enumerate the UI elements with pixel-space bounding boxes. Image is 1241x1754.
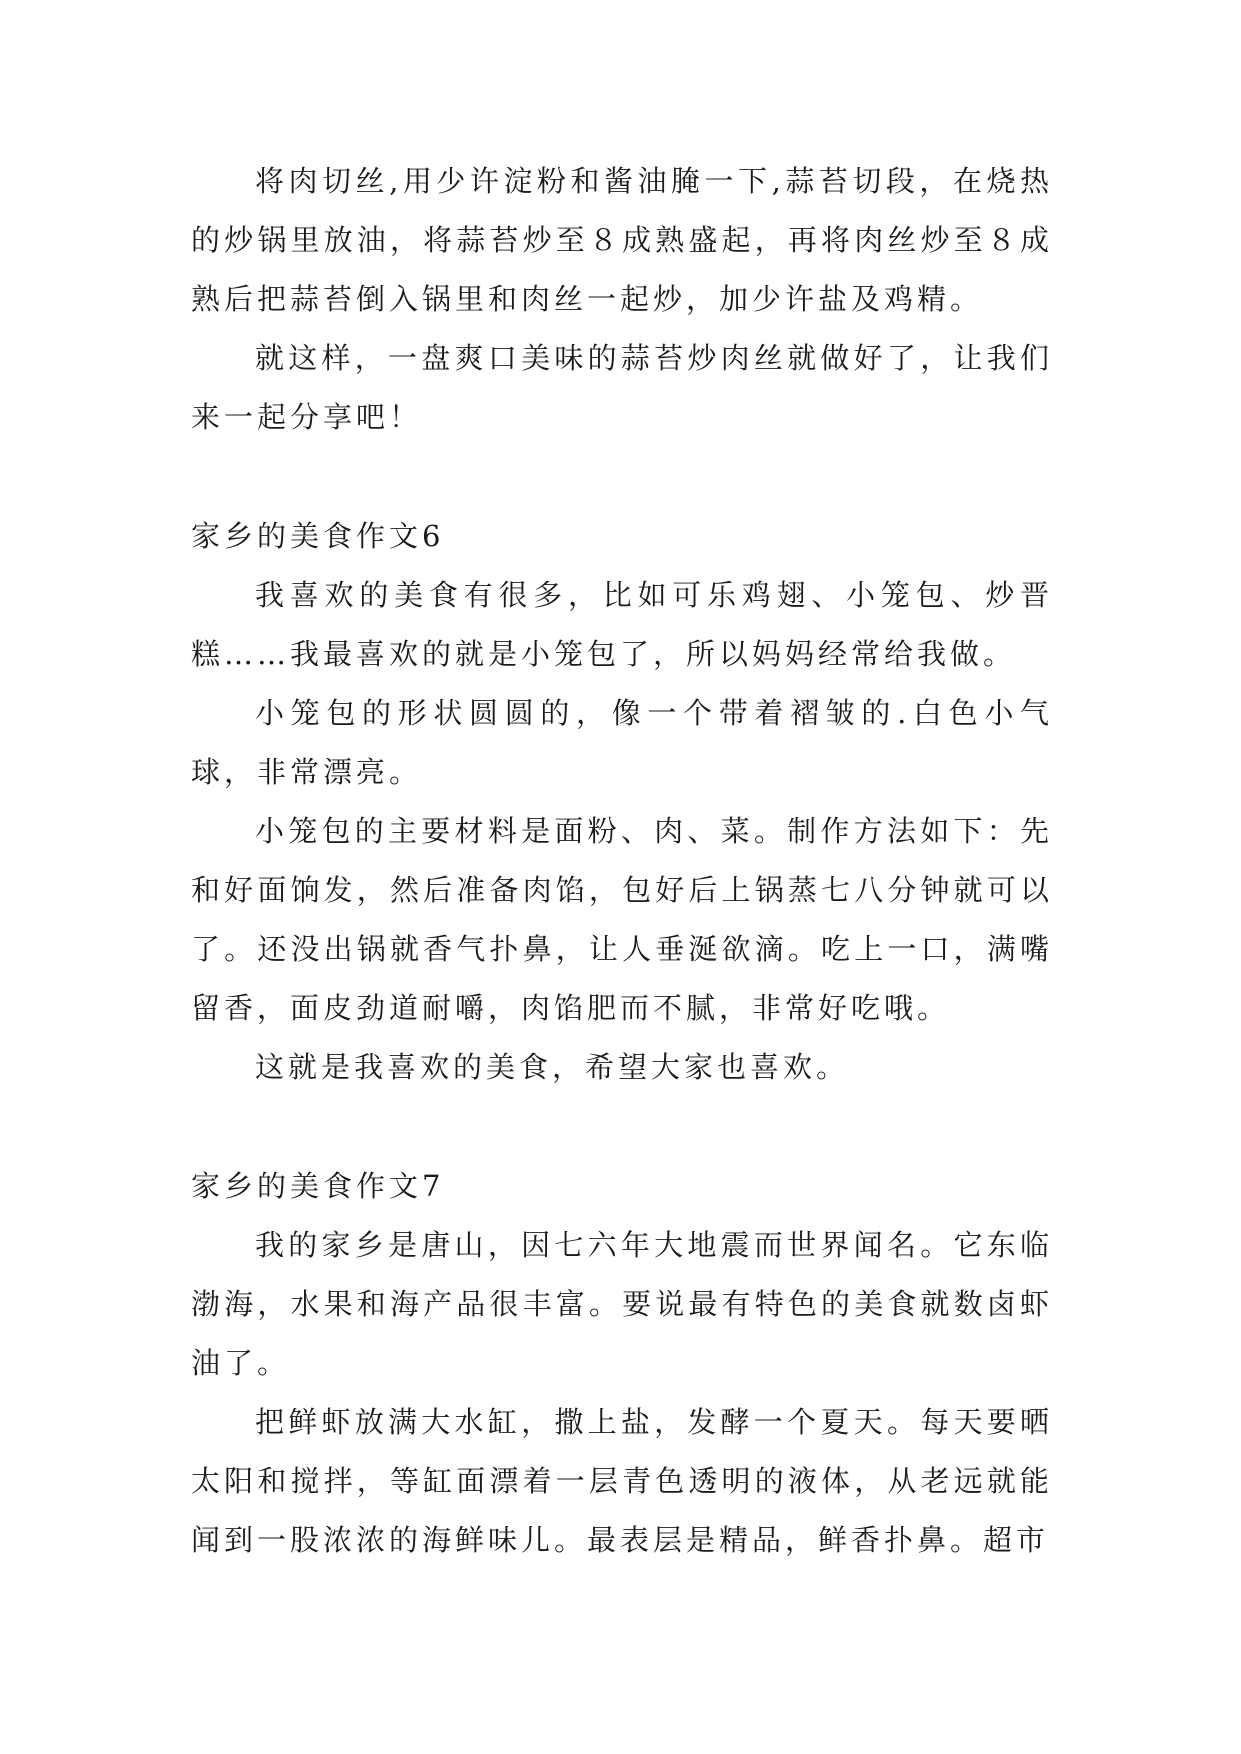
section-gap — [191, 1097, 1053, 1157]
paragraph: 小笼包的主要材料是面粉、肉、菜。制作方法如下：先和好面饷发，然后准备肉馅，包好后上锅蒸七八分钟就可以了。还没出锅就香气扑鼻，让人垂涎欲滴。吃上一口，满嘴留香，面皮劲道耐嚼，肉馅肥而不腻，非常好吃哦。 — [191, 814, 1053, 1025]
paragraph: 我喜欢的美食有很多，比如可乐鸡翅、小笼包、炒晋糕……我最喜欢的就是小笼包了，所以妈妈经常给我做。 — [191, 578, 1053, 671]
paragraph: 我的家乡是唐山，因七六年大地震而世界闻名。它东临渤海，水果和海产品很丰富。要说最有特色的美食就数卤虾油了。 — [191, 1228, 1053, 1380]
paragraph: 就这样，一盘爽口美味的蒜苔炒肉丝就做好了，让我们来一起分享吧！ — [191, 341, 1053, 434]
section-heading: 家乡的美食作文7 — [191, 1169, 445, 1203]
paragraph: 这就是我喜欢的美食，希望大家也喜欢。 — [255, 1050, 850, 1084]
section-heading: 家乡的美食作文6 — [191, 519, 445, 553]
section-gap — [191, 447, 1053, 507]
paragraph: 小笼包的形状圆圆的，像一个带着褶皱的.白色小气球，非常漂亮。 — [191, 696, 1053, 789]
paragraph: 将肉切丝,用少许淀粉和酱油腌一下,蒜苔切段，在烧热的炒锅里放油，将蒜苔炒至８成熟盛起，再将肉丝炒至８成熟后把蒜苔倒入锅里和肉丝一起炒，加少许盐及鸡精。 — [191, 164, 1053, 316]
paragraph: 把鲜虾放满大水缸，撒上盐，发酵一个夏天。每天要晒太阳和搅拌，等缸面漂着一层青色透明的液体，从老远就能闻到一股浓浓的海鲜味儿。最表层是精品，鲜香扑鼻。超市 — [191, 1405, 1053, 1557]
document-page — [191, 152, 1053, 1570]
